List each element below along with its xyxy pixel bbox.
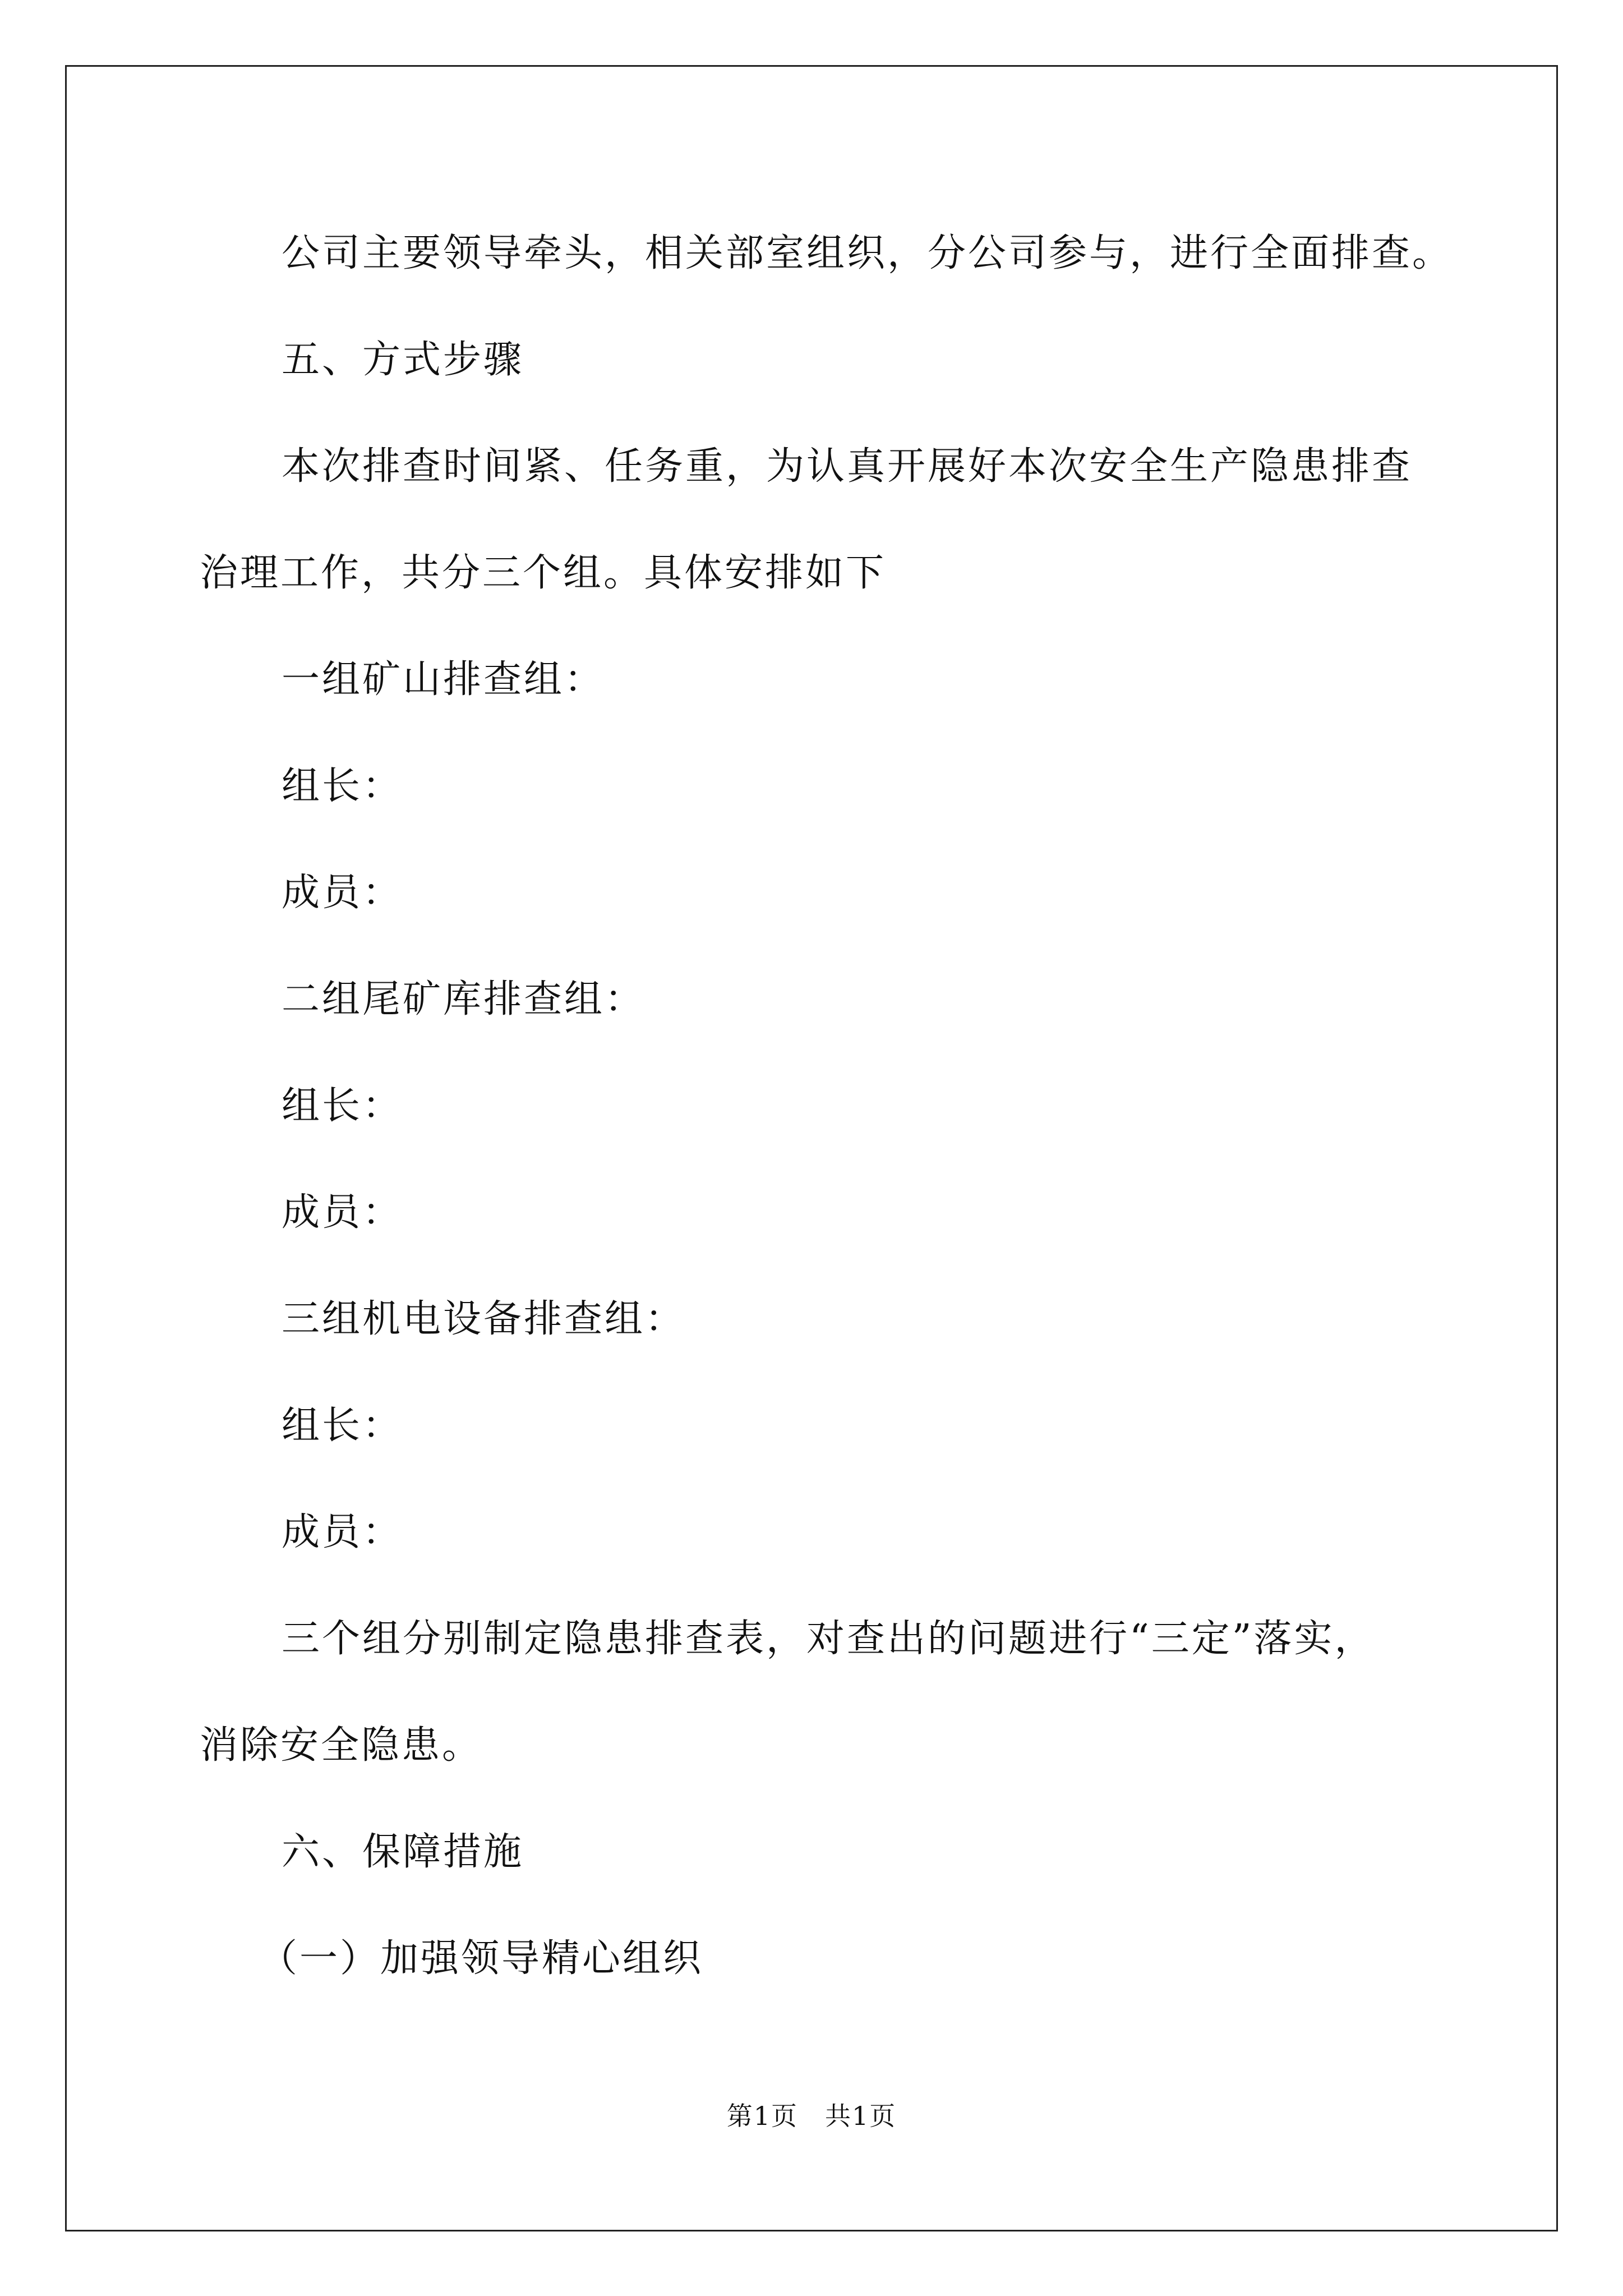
paragraph-line: 本次排查时间紧、任务重，为认真开展好本次安全生产隐患排查	[282, 444, 1413, 489]
group-leader-label: 组长：	[282, 1084, 403, 1128]
group-members-label: 成员：	[282, 1510, 403, 1554]
group-heading: 二组尾矿库排查组：	[282, 977, 645, 1022]
section-heading: 五、方式步骤	[282, 338, 524, 382]
group-heading: 三组机电设备排查组：	[282, 1297, 686, 1341]
section-heading: 六、保障措施	[282, 1830, 524, 1874]
group-heading: 一组矿山排查组：	[282, 657, 605, 702]
group-leader-label: 组长：	[282, 1404, 403, 1448]
paragraph-line: 公司主要领导牵头，相关部室组织，分公司参与，进行全面排查。	[282, 231, 1453, 275]
group-members-label: 成员：	[282, 1190, 403, 1235]
group-members-label: 成员：	[282, 871, 403, 915]
group-leader-label: 组长：	[282, 764, 403, 808]
page-number-footer: 第1页 共1页	[726, 2101, 897, 2131]
paragraph-line: 三个组分别制定隐患排查表，对查出的问题进行“三定”落实，	[282, 1617, 1375, 1661]
subsection-heading: （一）加强领导精心组织	[259, 1936, 704, 1981]
paragraph-line: 治理工作，共分三个组。具体安排如下	[200, 551, 887, 595]
paragraph-line: 消除安全隐患。	[200, 1723, 483, 1768]
page-border	[65, 65, 1558, 2231]
